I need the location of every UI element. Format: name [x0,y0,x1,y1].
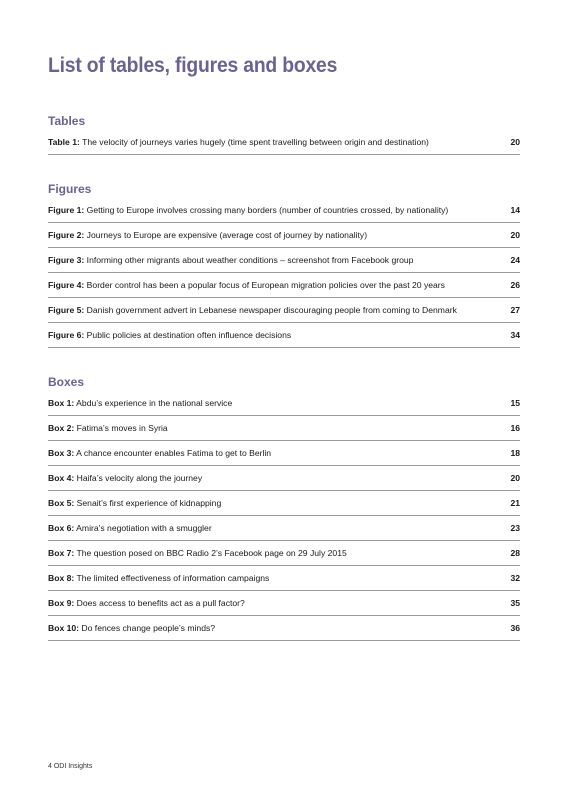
entry-label: Box 3: [48,448,75,458]
entry-title: Haifa’s velocity along the journey [74,473,203,483]
entry-label: Figure 1: [48,205,85,215]
boxes-list [48,391,520,641]
entry-title: The limited effectiveness of information campaigns [74,573,270,583]
boxes-entry [48,516,520,541]
entry-title: Fatima’s moves in Syria [74,423,168,433]
figures-entry [48,298,520,323]
boxes-entry [48,491,520,516]
entry-page-number: 24 [510,255,520,265]
tables-heading: Tables [48,114,86,128]
entry-page-number: 23 [510,523,520,533]
figures-entry [48,323,520,348]
entry-label: Box 6: [48,523,75,533]
entry-title: Informing other migrants about weather conditions – screenshot from Facebook group [84,255,414,265]
entry-page-number: 26 [510,280,520,290]
figures-heading: Figures [48,182,92,196]
entry-title: Getting to Europe involves crossing many borders (number of countries crossed, by nationality) [84,205,449,215]
boxes-entry [48,541,520,566]
entry-title: Border control has been a popular focus of European migration policies over the past 20 years [84,280,445,290]
boxes-entry [48,566,520,591]
entry-label: Table 1: [48,137,80,147]
entry-page-number: 18 [510,448,520,458]
entry-label: Figure 6: [48,330,85,340]
figures-entry [48,248,520,273]
entry-title: Danish government advert in Lebanese newspaper discouraging people from coming to Denmark [84,305,457,315]
entry-page-number: 20 [510,473,520,483]
entry-title: The question posed on BBC Radio 2’s Facebook page on 29 July 2015 [74,548,347,558]
tables-entry [48,130,520,155]
entry-title: A chance encounter enables Fatima to get to Berlin [74,448,272,458]
entry-label: Box 5: [48,498,75,508]
boxes-entry [48,416,520,441]
entry-label: Box 2: [48,423,75,433]
boxes-entry [48,441,520,466]
entry-title: Does access to benefits act as a pull factor? [74,598,245,608]
entry-page-number: 20 [510,230,520,240]
entry-label: Box 8: [48,573,75,583]
boxes-entry [48,616,520,641]
entry-label: Figure 3: [48,255,85,265]
entry-page-number: 28 [510,548,520,558]
entry-title: Amira’s negotiation with a smuggler [74,523,212,533]
boxes-heading: Boxes [48,375,85,389]
figures-section [48,180,520,348]
page-title: List of tables, figures and boxes [48,54,338,77]
entry-title: The velocity of journeys varies hugely (time spent travelling between origin and destination) [79,137,429,147]
entry-label: Figure 5: [48,305,85,315]
entry-label: Box 7: [48,548,75,558]
entry-label: Figure 4: [48,280,85,290]
figures-entry [48,198,520,223]
entry-page-number: 16 [510,423,520,433]
boxes-section [48,373,520,641]
entry-title: Do fences change people’s minds? [79,623,216,633]
entry-page-number: 32 [510,573,520,583]
figures-entry [48,273,520,298]
entry-page-number: 21 [510,498,520,508]
page-footer: 4 ODI Insights [48,763,93,770]
boxes-entry [48,391,520,416]
entry-label: Figure 2: [48,230,85,240]
tables-list [48,130,520,155]
entry-page-number: 36 [510,623,520,633]
entry-title: Public policies at destination often influence decisions [84,330,292,340]
entry-label: Box 10: [48,623,80,633]
figures-entry [48,223,520,248]
entry-title: Senait’s first experience of kidnapping [74,498,222,508]
boxes-entry [48,466,520,491]
entry-page-number: 35 [510,598,520,608]
entry-title: Journeys to Europe are expensive (average cost of journey by nationality) [84,230,368,240]
entry-page-number: 20 [510,137,520,147]
tables-section [48,112,520,155]
boxes-entry [48,591,520,616]
entry-page-number: 34 [510,330,520,340]
figures-list [48,198,520,348]
entry-label: Box 4: [48,473,75,483]
entry-title: Abdu’s experience in the national service [74,398,233,408]
entry-page-number: 27 [510,305,520,315]
entry-page-number: 14 [510,205,520,215]
entry-page-number: 15 [510,398,520,408]
entry-label: Box 9: [48,598,75,608]
entry-label: Box 1: [48,398,75,408]
